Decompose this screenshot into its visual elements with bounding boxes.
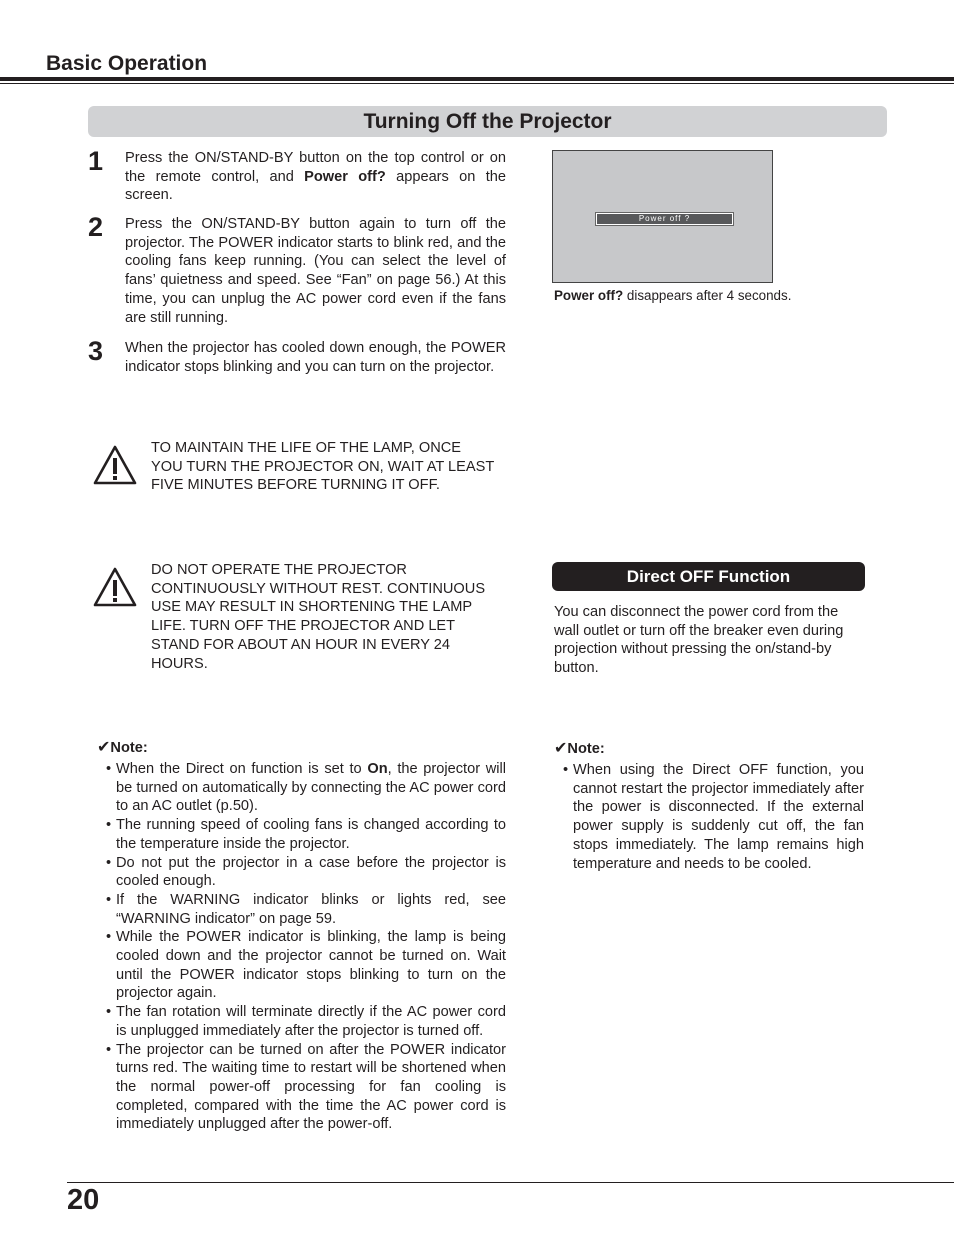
checkmark-icon: ✔ xyxy=(97,739,111,756)
note-item-text-a: When the Direct on function is set to xyxy=(116,761,368,777)
power-off-message: Power off ? xyxy=(596,213,733,225)
screen-caption xyxy=(554,288,791,303)
warning-triangle-icon xyxy=(92,566,138,608)
note-list-right xyxy=(563,761,864,873)
note-item-text-b: , the projector will be turned on automatically by connecting the AC power cord to an AC outlet (p.50). xyxy=(116,761,506,815)
warning-text-1: TO MAINTAIN THE LIFE OF THE LAMP, ONCE YOU TURN THE PROJECTOR ON, WAIT AT LEAST FIVE MINUTES BEFORE TURNING IT OFF. xyxy=(151,440,495,494)
page-number: 20 xyxy=(67,1184,100,1216)
step-text-1 xyxy=(125,149,506,205)
note-list-left xyxy=(106,760,506,1134)
step-text-3: When the projector has cooled down enough, the POWER indicator stops blinking and you can turn on the projector. xyxy=(125,340,506,375)
list-item: • Do not put the projector in a case before the projector is cooled enough. xyxy=(106,854,506,891)
list-item xyxy=(106,760,506,816)
caption-rest: disappears after 4 seconds. xyxy=(623,288,792,303)
list-item: • The running speed of cooling fans is changed according to the temperature inside the projector. xyxy=(106,816,506,853)
step-1-text-b: appears on the screen. xyxy=(125,168,506,204)
step-number-2: 2 xyxy=(88,212,104,242)
step-number-3: 3 xyxy=(88,336,104,366)
checkmark-icon: ✔ xyxy=(554,740,568,757)
note-left-label: Note: xyxy=(110,740,148,756)
step-1-text-a: Press the ON/STAND-BY button on the top control or on the remote control, and xyxy=(125,150,506,185)
list-item: • If the WARNING indicator blinks or lights red, see “WARNING indicator” on page 59. xyxy=(106,891,506,928)
list-item: • The fan rotation will terminate directly if the AC power cord is unplugged immediately after the projector is turned off. xyxy=(106,1003,506,1040)
direct-off-heading-bar xyxy=(552,562,865,591)
warning-text-2: DO NOT OPERATE THE PROJECTOR CONTINUOUSLY WITHOUT REST. CONTINUOUS USE MAY RESULT IN SHORTENING THE LAMP LIFE. TURN OFF THE PROJECTOR AND LET STAND FOR ABOUT AN HOUR IN EVERY 24 HOURS. xyxy=(151,562,486,672)
list-item: • The projector can be turned on after the POWER indicator turns red. The waiting time to restart will be shortened when the normal power-off processing for fan cooling is completed, compared with the time the AC power cord is immediately unplugged after the power-off. xyxy=(106,1041,506,1135)
direct-off-text: You can disconnect the power cord from the wall outlet or turn off the breaker even during projection without pressing the on/stand-by button. xyxy=(554,604,844,677)
note-heading-left xyxy=(97,737,148,757)
page-title-bar xyxy=(88,106,887,137)
note-right-label: Note: xyxy=(567,741,605,757)
list-item: • While the POWER indicator is blinking, the lamp is being cooled down and the projector cannot be turned on. Wait until the POWER indicator stops blinking to turn on the projector again. xyxy=(106,928,506,1003)
direct-off-heading: Direct OFF Function xyxy=(626,566,791,586)
projector-screen-illustration xyxy=(552,150,773,283)
page-title: Turning Off the Projector xyxy=(363,109,612,133)
section-title: Basic Operation xyxy=(46,52,208,75)
caption-bold: Power off? xyxy=(554,288,624,303)
footer-rule xyxy=(67,1182,954,1183)
warning-triangle-icon xyxy=(92,444,138,486)
step-number-1: 1 xyxy=(88,146,104,176)
header-rule-thin xyxy=(0,83,954,84)
step-text-2: Press the ON/STAND-BY button again to turn off the projector. The POWER indicator starts to blink red, and the cooling fans keep running. (You can select the level of fans’ quietness and speed. See “Fan” on page 56.) At this time, you can unplug the AC power cord even if the fans are still running. xyxy=(125,216,506,326)
header-rule-thick xyxy=(0,77,954,81)
note-item-bold: On xyxy=(367,761,388,777)
step-1-bold: Power off? xyxy=(304,168,386,185)
note-heading-right xyxy=(554,738,605,758)
list-item: • When using the Direct OFF function, you cannot restart the projector immediately after the power is disconnected. If the external power supply is suddenly cut off, the fan stops immediately. The lamp remains high temperature and needs to be cooled. xyxy=(563,761,864,873)
